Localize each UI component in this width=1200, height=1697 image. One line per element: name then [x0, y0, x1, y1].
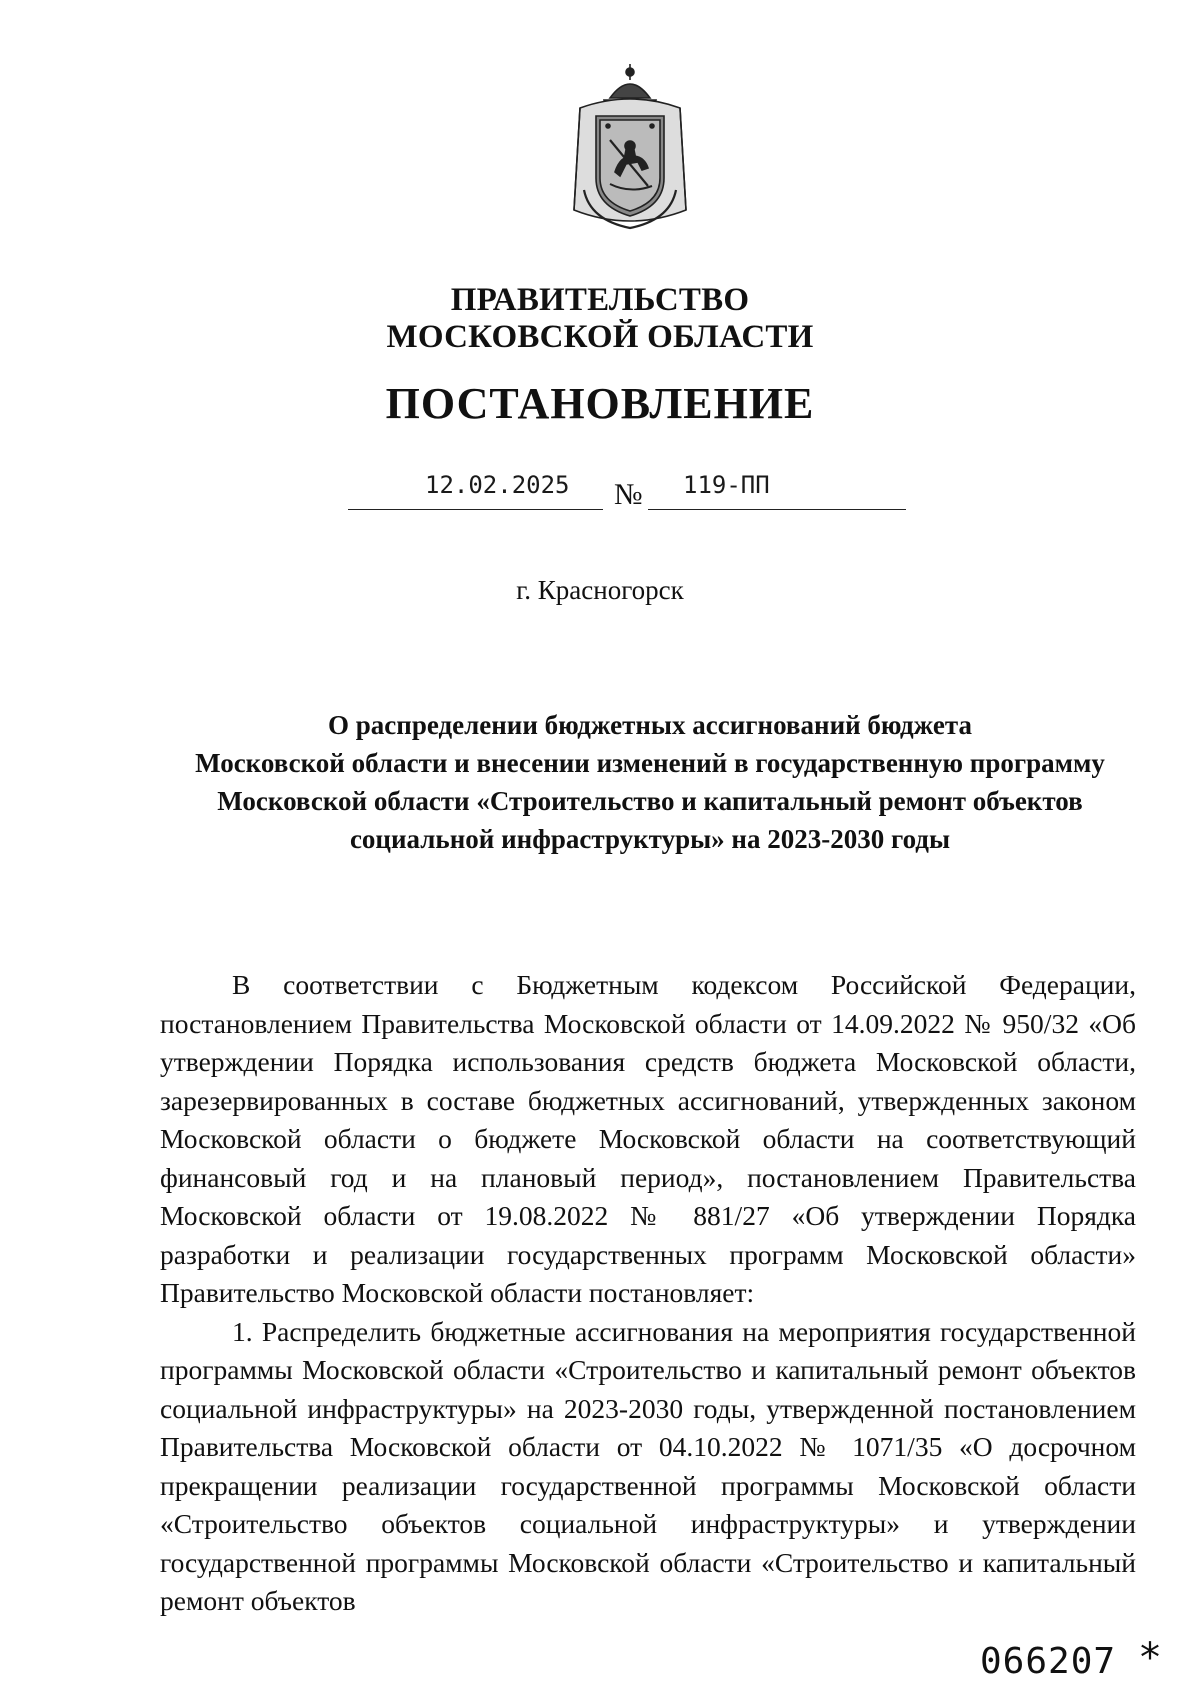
document-date: 12.02.2025 — [425, 471, 570, 499]
document-subject — [160, 706, 1140, 858]
subject-line: Московской области «Строительство и капитальный ремонт объектов — [217, 786, 1083, 816]
serial-number: 066207 — [980, 1641, 1117, 1682]
asterisk-mark: * — [1140, 1635, 1160, 1681]
preamble-paragraph: В соответствии с Бюджетным кодексом Российской Федерации, постановлением Правительства Московской области от 14.09.2022 № 950/32 «Об утверждении Порядка использования средств бюджета Московской области, зарезервированных в составе бюджетных ассигнований, утвержденных законом Московской области о бюджете Московской области на соответствующий финансовый год и на плановый период», постановлением Правительства Московской области от 19.08.2022 № 881/27 «Об утверждении Порядка разработки и реализации государственных программ Московской области» Правительство Московской области постановляет: — [160, 969, 1136, 1308]
number-underline — [648, 509, 906, 510]
subject-line: социальной инфраструктуры» на 2023-2030 годы — [349, 824, 951, 854]
document-type-title: ПОСТАНОВЛЕНИЕ — [385, 379, 815, 428]
item-1-paragraph: 1. Распределить бюджетные ассигнования на мероприятия государственной программы Московской области «Строительство и капитальный ремонт объектов социальной инфраструктуры» на 2023-2030 годы, утвержденной постановлением Правительства Московской области от 04.10.2022 № 1071/35 «О досрочном прекращении реализации государственной программы Московской области «Строительство объектов социальной инфраструктуры» и утверждении государственной программы Московской области «Строительство и капитальный ремонт объектов — [160, 1315, 1136, 1616]
date-underline — [348, 509, 603, 510]
organization-name-line1: ПРАВИТЕЛЬСТВО — [450, 282, 750, 318]
coat-of-arms-icon — [560, 60, 700, 235]
document-body — [160, 966, 1136, 1621]
number-sign: № — [614, 478, 643, 511]
organization-name-line2: МОСКОВСКОЙ ОБЛАСТИ — [386, 319, 814, 355]
subject-line: Московской области и внесении изменений в государственную программу — [195, 748, 1105, 778]
subject-line: О распределении бюджетных ассигнований бюджета — [328, 710, 972, 740]
city-name: г. Красногорск — [516, 575, 684, 605]
document-number: 119-ПП — [683, 471, 770, 499]
